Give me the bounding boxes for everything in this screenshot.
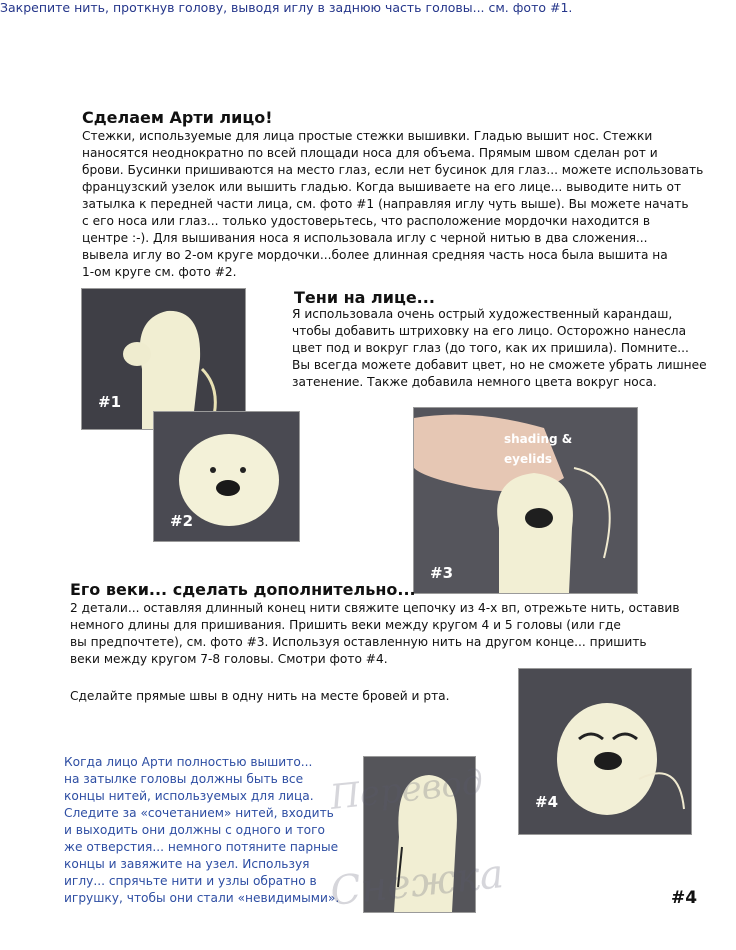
text-line: вы предпочтете), см. фото #3. Используя оставленную нить на другом конце... пришить: [70, 635, 647, 649]
photo-2-label: #2: [170, 512, 194, 530]
section-eyelids-text: [70, 600, 720, 668]
text-line: и выходить они должны с одного и того: [64, 823, 325, 837]
watermark-1: Перевод: [328, 762, 486, 818]
text-line: с его носа или глаз... только удостоверьтесь, что расположение мордочки находится в: [82, 214, 651, 228]
text-line: наносятся неоднократно по всей площади носа для объема. Прямым швом сделан рот и: [82, 146, 658, 160]
photo-2: [153, 411, 300, 542]
section-face-text: [82, 128, 722, 281]
text-line: Вы всегда можете добавит цвет, но не сможете убрать лишнее: [292, 358, 707, 372]
photo-1-label: #1: [98, 393, 122, 411]
text-line: Стежки, используемые для лица простые стежки вышивки. Гладью вышит нос. Стежки: [82, 129, 653, 143]
text-line: Я использовала очень острый художественный карандаш,: [292, 307, 673, 321]
section-eyelids-title: Его веки... сделать дополнительно...: [70, 580, 416, 599]
text-line: веки между кругом 7-8 головы. Смотри фото #4.: [70, 652, 388, 666]
photo-1: [81, 288, 246, 430]
photo-3: [413, 407, 638, 594]
watermark-2: Снежка: [328, 851, 506, 915]
finish-section-text: [64, 754, 354, 907]
text-line: Когда лицо Арти полностью вышито...: [64, 755, 313, 769]
section-shading-text: [292, 306, 722, 391]
text-line: же отверстия... немного потяните парные: [64, 840, 339, 854]
text-line: концы и завяжите на узел. Используя: [64, 857, 310, 871]
page-number: #4: [671, 888, 698, 908]
text-line: центре :-). Для вышивания носа я использовала иглу с черной нитью в два сложения...: [82, 231, 648, 245]
text-line: чтобы добавить штриховку на его лицо. Осторожно нанесла: [292, 324, 687, 338]
text-line: затылка к передней части лица, см. фото #1 (направляя иглу чуть выше). Вы можете начать: [82, 197, 689, 211]
photo-4-label: #4: [535, 793, 559, 811]
photo-3-caption-1: shading &: [504, 432, 573, 446]
stitch-note: Сделайте прямые швы в одну нить на месте бровей и рта.: [70, 689, 450, 703]
section-shading-title: Тени на лице...: [294, 288, 435, 307]
text-line: на затылке головы должны быть все: [64, 772, 304, 786]
text-line: концы нитей, используемых для лица.: [64, 789, 314, 803]
photo-3-label: #3: [430, 564, 454, 582]
section-face-title: Сделаем Арти лицо!: [82, 108, 273, 127]
photo-3-caption-2: eyelids: [504, 452, 553, 466]
text-line: Следите за «сочетанием» нитей, входить: [64, 806, 334, 820]
top-note: Закрепите нить, проткнув голову, выводя иглу в заднюю часть головы... см. фото #1.: [0, 0, 573, 15]
text-line: 1-ом круге см. фото #2.: [82, 265, 237, 279]
text-line: цвет под и вокруг глаз (до того, как их пришила). Помните...: [292, 341, 689, 355]
text-line: 2 детали... оставляя длинный конец нити свяжите цепочку из 4-х вп, отрежьте нить, оставив: [70, 601, 680, 615]
text-line: брови. Бусинки пришиваются на место глаз, если нет бусинок для глаз... можете использовать: [82, 163, 704, 177]
text-line: немного длины для пришивания. Пришить веки между кругом 4 и 5 головы (или где: [70, 618, 621, 632]
text-line: французский узелок или вышить гладью. Когда вышиваете на его лице... выводите нить от: [82, 180, 682, 194]
text-line: вывела иглу во 2-ом круге мордочки...более длинная средняя часть носа была вышита на: [82, 248, 668, 262]
text-line: иглу... спрячьте нити и узлы обратно в: [64, 874, 317, 888]
text-line: игрушку, чтобы они стали «невидимыми».: [64, 891, 340, 905]
text-line: затенение. Также добавила немного цвета вокруг носа.: [292, 375, 657, 389]
photo-4: [518, 668, 692, 835]
